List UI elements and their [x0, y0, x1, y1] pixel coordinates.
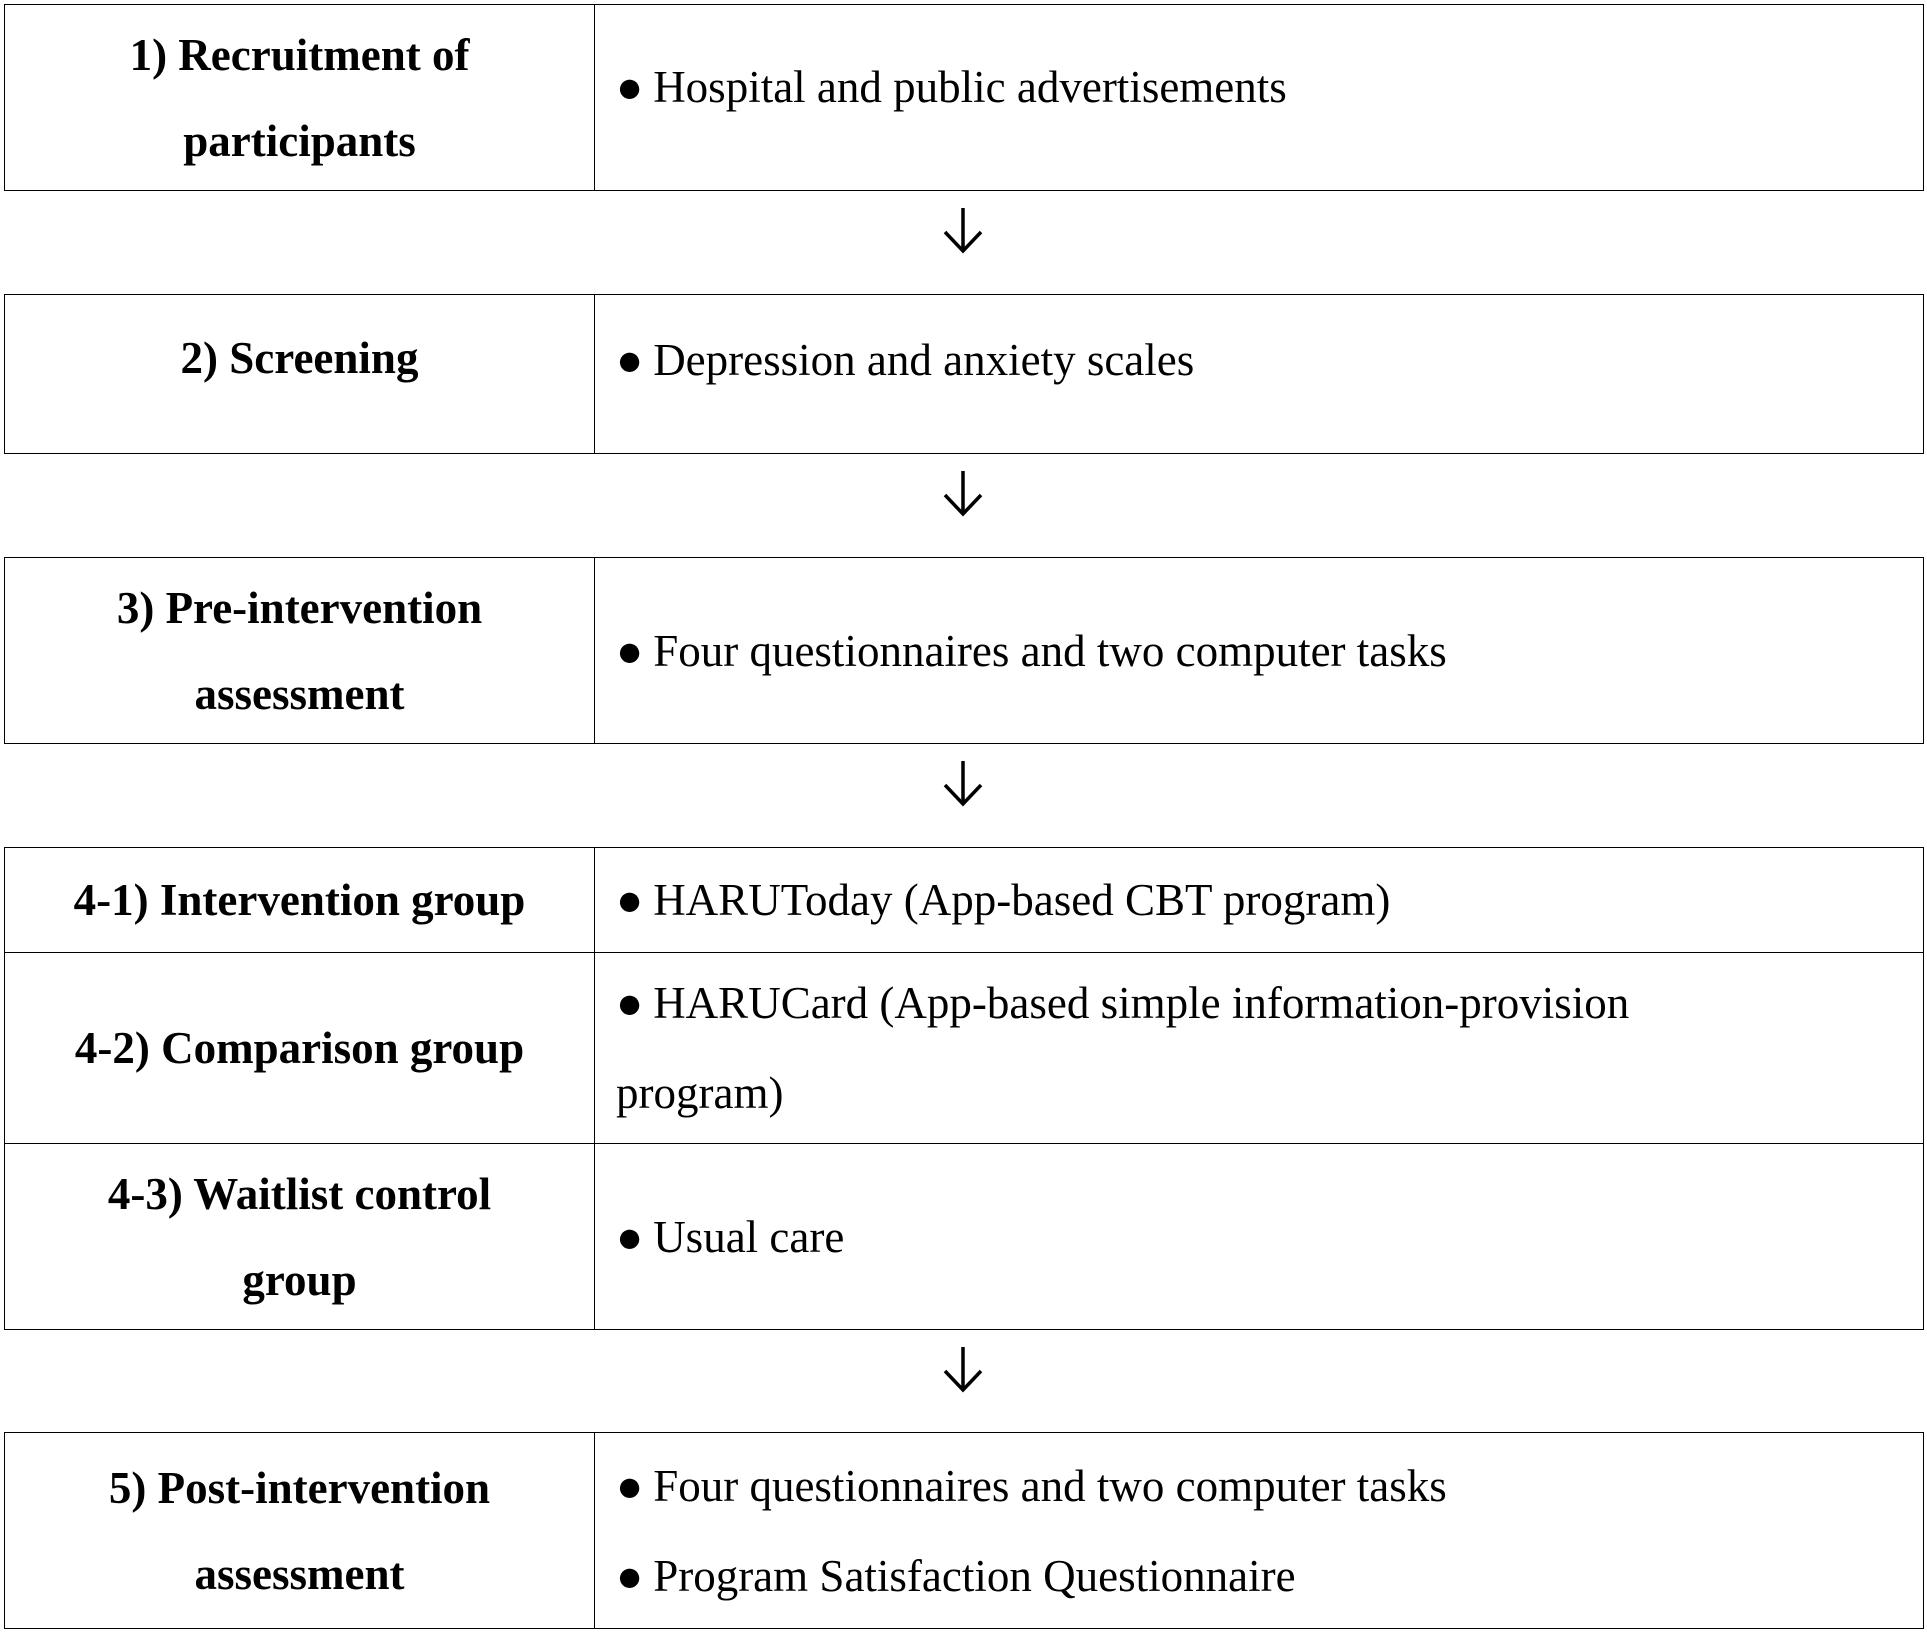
item-text: HARUToday (App-based CBT program)	[653, 875, 1391, 925]
list-item	[616, 1441, 1893, 1531]
step-1-items	[595, 5, 1923, 190]
list-item	[616, 42, 1893, 132]
step-3-items	[595, 558, 1923, 743]
group-row	[5, 953, 1923, 1143]
step-2-label-text: 2) Screening	[180, 333, 419, 383]
group-2-label	[5, 953, 595, 1143]
item-text: Program Satisfaction Questionnaire	[653, 1550, 1296, 1601]
step-5-box	[4, 1432, 1924, 1629]
group-2-label-text: 4-2) Comparison group	[74, 1023, 525, 1073]
step-4-box	[4, 847, 1924, 1330]
group-3-label-text: 4-3) Waitlist control group	[107, 1168, 492, 1305]
bullet-icon: ●	[616, 625, 644, 676]
item-text: Four questionnaires and two computer tasks	[653, 625, 1447, 676]
step-5-label	[5, 1433, 595, 1628]
step-2-items	[595, 295, 1923, 453]
step-3-label-text: 3) Pre-intervention assessment	[116, 582, 483, 719]
list-item	[616, 1192, 1893, 1282]
list-item	[616, 606, 1893, 696]
step-1-box	[4, 4, 1924, 191]
step-2-label	[5, 295, 595, 453]
group-1-items	[595, 848, 1923, 952]
group-row	[5, 848, 1923, 952]
group-row	[5, 1144, 1923, 1329]
item-text: Four questionnaires and two computer tasks	[653, 1460, 1447, 1511]
list-item	[616, 1531, 1893, 1621]
bullet-icon: ●	[616, 335, 644, 385]
item-text: Usual care	[653, 1211, 845, 1262]
list-item	[616, 855, 1893, 945]
group-3-label	[5, 1144, 595, 1329]
bullet-icon: ●	[616, 62, 644, 112]
step-2-box	[4, 294, 1924, 454]
down-arrow-icon	[940, 1345, 986, 1395]
bullet-icon: ●	[616, 978, 644, 1028]
group-1-label-text: 4-1) Intervention group	[73, 875, 526, 925]
list-item	[616, 958, 1756, 1138]
step-3-box	[4, 557, 1924, 744]
group-2-items	[595, 953, 1923, 1143]
step-1-label	[5, 5, 595, 190]
step-5-label-text: 5) Post-intervention assessment	[108, 1462, 491, 1599]
group-1-label	[5, 848, 595, 952]
item-text: HARUCard (App-based simple information-provision program)	[616, 978, 1630, 1118]
down-arrow-icon	[940, 206, 986, 256]
item-text: Depression and anxiety scales	[653, 335, 1195, 385]
down-arrow-icon	[940, 759, 986, 809]
down-arrow-icon	[940, 469, 986, 519]
group-3-items	[595, 1144, 1923, 1329]
item-text: Hospital and public advertisements	[653, 62, 1287, 112]
bullet-icon: ●	[616, 1211, 644, 1262]
step-1-label-text: 1) Recruitment of participants	[129, 29, 470, 166]
bullet-icon: ●	[616, 1550, 644, 1601]
step-3-label	[5, 558, 595, 743]
list-item	[616, 315, 1893, 405]
bullet-icon: ●	[616, 875, 644, 925]
bullet-icon: ●	[616, 1460, 644, 1511]
step-5-items	[595, 1433, 1923, 1628]
